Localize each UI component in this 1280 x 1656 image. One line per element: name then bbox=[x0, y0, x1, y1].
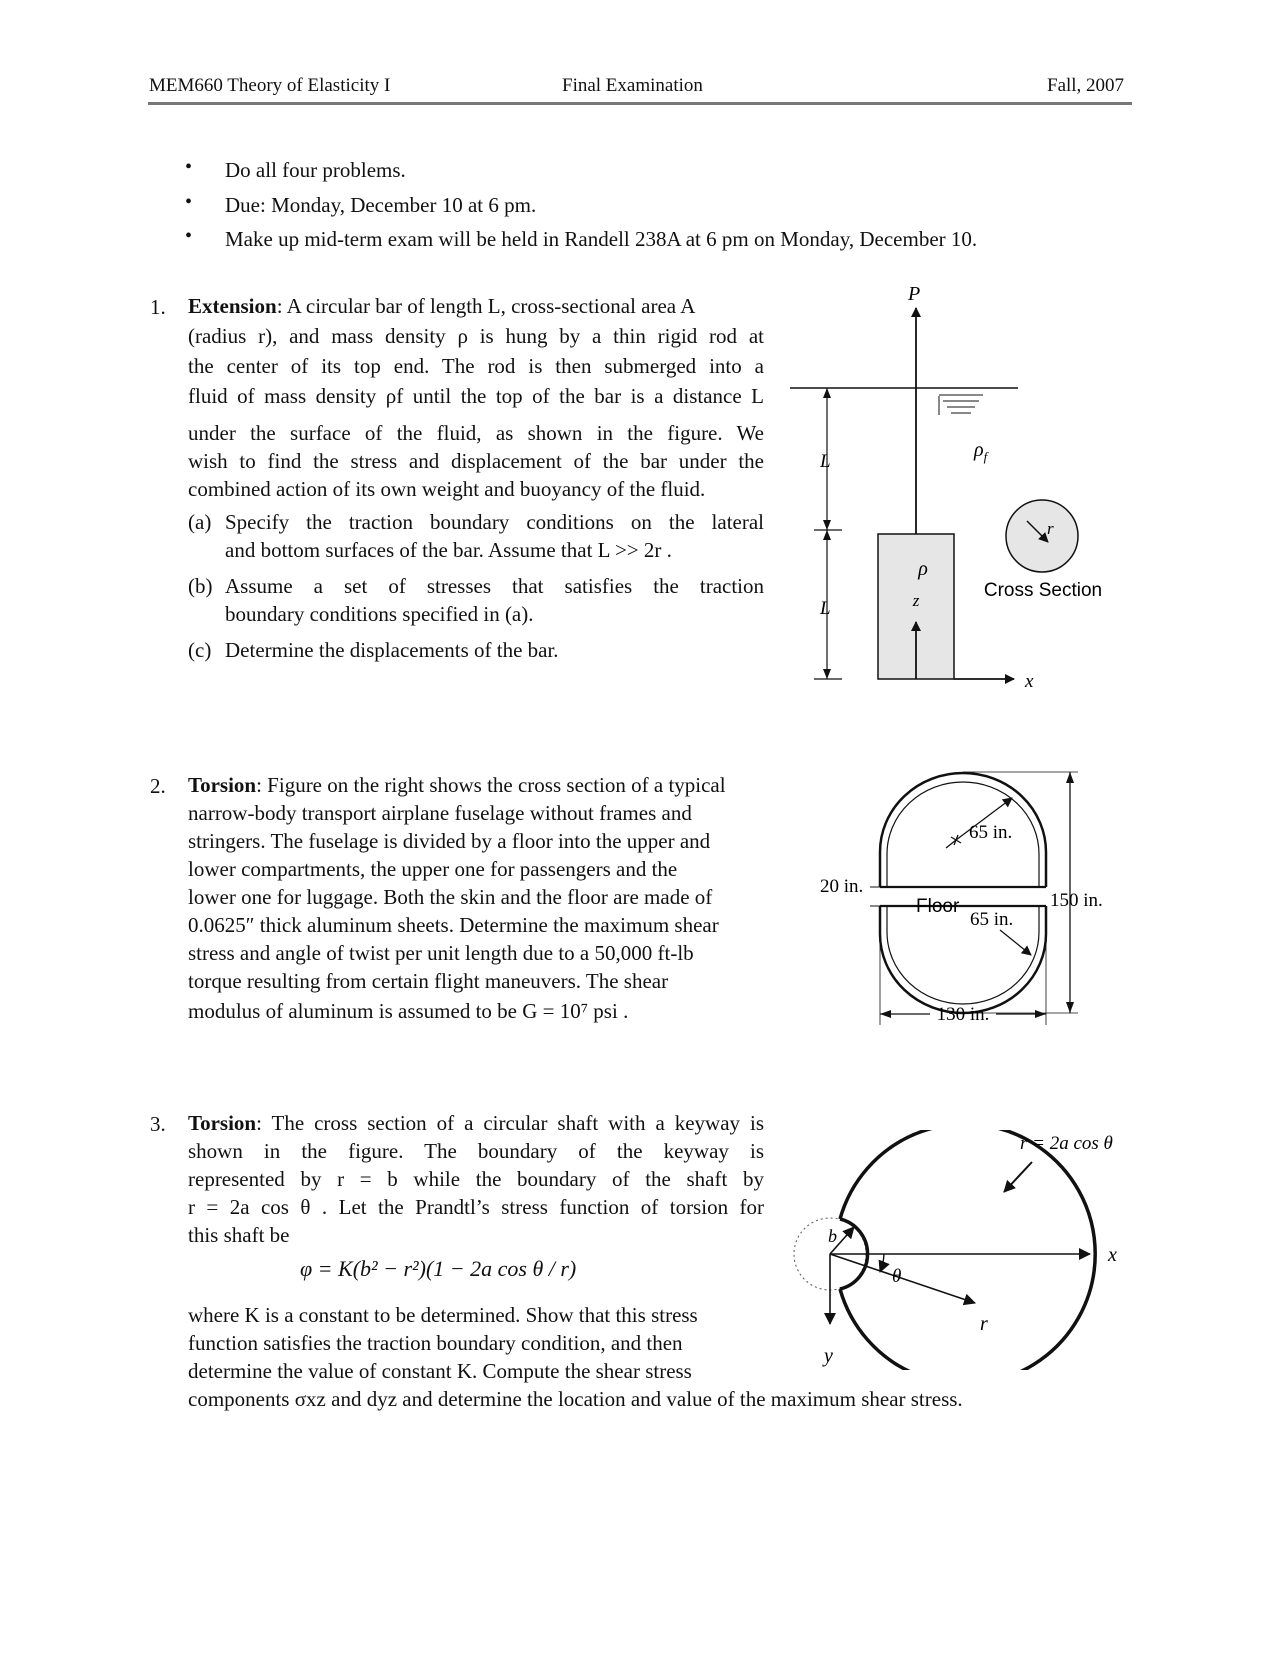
problem-1-line: (radius r), and mass density ρ is hung by a thin rigid rod at bbox=[188, 324, 764, 348]
x-axis-label: x bbox=[1025, 671, 1034, 692]
shaft-boundary bbox=[840, 1130, 1095, 1370]
upper-skin bbox=[880, 773, 1046, 887]
problem-1-line: Extension: A circular bar of length L, cross-sectional area A bbox=[188, 294, 696, 318]
stress-function-equation: φ = K(b² − r²)(1 − 2a cos θ / r) bbox=[300, 1256, 577, 1281]
problem-3-line: represented by r = b while the boundary of the shaft by bbox=[188, 1167, 764, 1191]
part-c-line: Determine the displacements of the bar. bbox=[225, 638, 559, 662]
problem-2-number: 2. bbox=[150, 774, 166, 798]
part-a-line: and bottom surfaces of the bar. Assume that L >> 2r . bbox=[225, 538, 672, 562]
keyway-radius-label: b bbox=[828, 1226, 837, 1246]
problem-2-line: Torsion: Figure on the right shows the cross section of a typical bbox=[188, 773, 726, 797]
z-axis-label: z bbox=[912, 591, 920, 610]
problem-3-line: shown in the figure. The boundary of the keyway is bbox=[188, 1139, 764, 1163]
upper-radius-label: 65 in. bbox=[969, 822, 1013, 843]
problem-2-line: 0.0625″ thick aluminum sheets. Determine the maximum shear bbox=[188, 913, 719, 937]
problem-1-line: under the surface of the fluid, as shown in the figure. We bbox=[188, 421, 764, 445]
problem-1-line: the center of its top end. The rod is then submerged into a bbox=[188, 354, 764, 378]
fuselage-figure bbox=[810, 770, 1130, 1030]
exam-title: Final Examination bbox=[562, 75, 703, 96]
problem-2-line: narrow-body transport airplane fuselage without frames and bbox=[188, 801, 692, 825]
radius-arrow bbox=[830, 1254, 975, 1303]
water-surface-icon bbox=[939, 395, 983, 415]
keyway-shaft-figure bbox=[790, 1130, 1130, 1370]
header-rule bbox=[148, 102, 1132, 105]
load-label: P bbox=[908, 283, 921, 305]
problem-2-line: lower compartments, the upper one for passengers and the bbox=[188, 857, 678, 881]
fluid-density-label: $\rho_f$ bbox=[974, 439, 988, 464]
angle-label: θ bbox=[892, 1266, 902, 1287]
part-b-line: Assume a set of stresses that satisfies the traction bbox=[225, 574, 764, 598]
problem-1-line: wish to find the stress and displacement of the bar under the bbox=[188, 449, 764, 473]
problem-2-line: stringers. The fuselage is divided by a floor into the upper and bbox=[188, 829, 711, 853]
radius-label: r bbox=[1047, 519, 1054, 538]
course-title: MEM660 Theory of Elasticity I bbox=[149, 75, 391, 96]
radius-label: r bbox=[980, 1313, 988, 1335]
problem-1-line: combined action of its own weight and buoyancy of the fluid. bbox=[188, 477, 706, 501]
problem-1-number: 1. bbox=[150, 295, 166, 319]
problem-1-title: Extension bbox=[188, 294, 277, 318]
problem-3-number: 3. bbox=[150, 1112, 166, 1136]
problem-2-line: torque resulting from certain flight maneuvers. The shear bbox=[188, 969, 669, 993]
bar-density-label: ρ bbox=[918, 558, 928, 580]
part-a-line: Specify the traction boundary conditions on the lateral bbox=[225, 510, 764, 534]
part-b-tag: (b) bbox=[188, 574, 213, 598]
problem-2-title: Torsion bbox=[188, 773, 257, 797]
exam-term: Fall, 2007 bbox=[1047, 75, 1125, 96]
problem-3-line: where K is a constant to be determined. Show that this stress bbox=[188, 1303, 698, 1327]
problem-3-title: Torsion bbox=[188, 1111, 257, 1135]
cross-section-label: Cross Section bbox=[983, 580, 1103, 601]
problem-3-line: this shaft be bbox=[188, 1223, 290, 1247]
length-top-label: L bbox=[820, 451, 831, 472]
part-c-tag: (c) bbox=[188, 638, 212, 662]
boundary-label: r = 2a cos θ bbox=[1020, 1133, 1113, 1154]
width-label: 130 in. bbox=[936, 1004, 990, 1025]
bar-in-fluid-figure bbox=[780, 280, 1130, 700]
problem-1-line: fluid of mass density ρf until the top of the bar is a distance L bbox=[188, 384, 764, 408]
part-b-line: boundary conditions specified in (a). bbox=[225, 602, 534, 626]
problem-2-line: lower one for luggage. Both the skin and the floor are made of bbox=[188, 885, 713, 909]
problem-3-line: r = 2a cos θ . Let the Prandtl’s stress function of torsion for bbox=[188, 1195, 764, 1219]
angle-arc bbox=[880, 1254, 884, 1272]
problem-3-line: function satisfies the traction boundary condition, and then bbox=[188, 1331, 683, 1355]
lower-radius-arrow bbox=[1000, 930, 1031, 955]
problem-2-line: modulus of aluminum is assumed to be G = 10⁷ psi . bbox=[188, 999, 629, 1023]
part-a-tag: (a) bbox=[188, 510, 212, 534]
boundary-pointer-arrow bbox=[1004, 1162, 1032, 1192]
problem-3-line: Torsion: The cross section of a circular shaft with a keyway is bbox=[188, 1111, 764, 1135]
lower-radius-label: 65 in. bbox=[970, 909, 1014, 930]
offset-label: 20 in. bbox=[820, 876, 864, 897]
problem-3-line: determine the value of constant K. Compute the shear stress bbox=[188, 1359, 692, 1383]
lower-skin bbox=[880, 906, 1046, 1013]
height-label: 150 in. bbox=[1050, 890, 1103, 911]
x-axis-label: x bbox=[1108, 1244, 1117, 1266]
floor-label: Floor bbox=[916, 896, 960, 917]
y-axis-label: y bbox=[824, 1345, 833, 1367]
length-bottom-label: L bbox=[820, 598, 831, 619]
problem-2-line: stress and angle of twist per unit length due to a 50,000 ft-lb bbox=[188, 941, 694, 965]
problem-3-line: components σxz and dyz and determine the location and value of the maximum shear stress. bbox=[188, 1387, 963, 1411]
